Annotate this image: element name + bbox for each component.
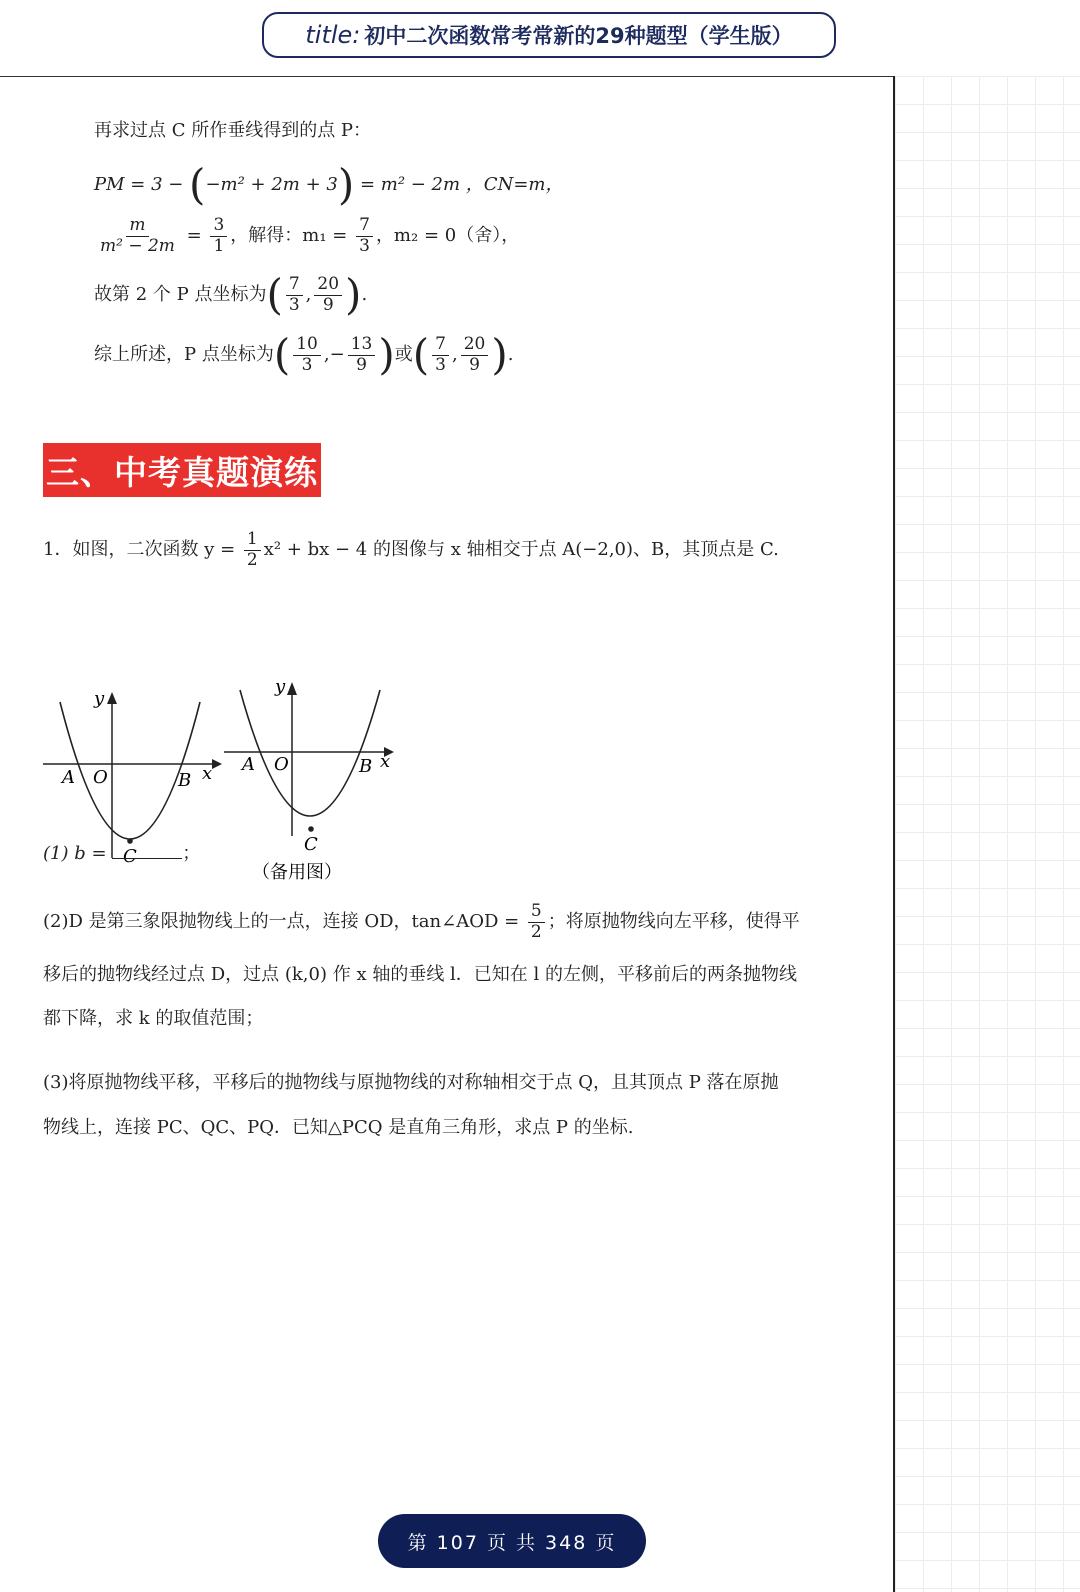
fraction: $\frac{20}{9}$ [314,275,342,315]
label-B-2: B [359,756,373,777]
question-3-line-1: (3)将原抛物线平移，平移后的抛物线与原抛物线的对称轴相交于点 Q，且其顶点 P 落在原抛 [43,1072,779,1093]
label-A-2: A [242,754,255,775]
fraction: $\frac{10}{3}$ [293,335,321,375]
label-O-2: O [274,754,289,775]
fraction: $\frac{20}{9}$ [461,335,489,375]
label-A-1: A [62,767,75,788]
fraction: $\frac{1}{2}$ [244,530,261,570]
parabola-2 [240,690,380,816]
label-x-2: x [380,751,391,772]
solution-line-3: $\frac{m}{\text{m² − 2m}}$ = $\frac{3}{1}$ ，解得：m₁ = $\frac{7}{3}$ ，m₂ = 0（舍）， [94,216,519,256]
fraction: $\frac{7}{3}$ [286,275,303,315]
document-title [262,12,836,58]
title-prefix: title: [305,21,361,49]
fraction: $\frac{m}{\text{m² − 2m}}$ [100,215,175,256]
section-heading: 三、中考真题演练 [43,443,321,497]
label-y-2: y [275,676,286,697]
fraction: $\frac{7}{3}$ [432,335,449,375]
label-y-1: y [94,688,105,709]
label-C-1: C [123,846,137,867]
question-2-line-1: (2)D 是第三象限抛物线上的一点，连接 OD，tan∠AOD = $\frac{5}{2}$ ；将原抛物线向左平移，使得平 [43,901,800,942]
question-2-line-2: 移后的抛物线经过点 D，过点 (k,0) 作 x 轴的垂线 l．已知在 l 的左侧，平移前后的两条抛物线 [43,964,797,985]
solution-line-4: 故第 2 个 P 点坐标为( $\frac{7}{3}$ , $\frac{20}{9}$ ). [94,270,368,319]
fraction: $\frac{3}{1}$ [210,216,227,256]
fraction: $\frac{5}{2}$ [528,902,545,942]
figure-caption: （备用图） [252,862,342,883]
solution-line-5: 综上所述，P 点坐标为( $\frac{10}{3}$ ,− $\frac{13}{9}$ )或( $\frac{7}{3}$ , $\frac{20}{9}$ ). [94,330,514,379]
page-content [0,76,893,1592]
solution-line-1: 再求过点 C 所作垂线得到的点 P： [94,120,372,141]
question-3-line-2: 物线上，连接 PC、QC、PQ．已知△PCQ 是直角三角形，求点 P 的坐标. [43,1117,634,1138]
solution-line-2: PM = 3 − (−m² + 2m + 3) = m² − 2m ，CN=m， [94,160,564,209]
x-arrow-icon [212,759,222,769]
y-arrow-icon [287,682,297,695]
header [0,0,1080,77]
question-1: (1) b = ； [43,843,201,864]
problem-stem: 1．如图，二次函数 y = $\frac{1}{2}$ x² + bx − 4 的图像与 x 轴相交于点 A(−2,0)、B，其顶点是 C. [43,529,779,570]
grid-panel [893,76,1080,1592]
fraction: $\frac{7}{3}$ [356,216,373,256]
label-x-1: x [202,763,213,784]
question-2-line-3: 都下降，求 k 的取值范围； [43,1008,264,1029]
fraction: $\frac{13}{9}$ [348,335,376,375]
label-C-2: C [304,834,318,855]
vertex-point-2 [308,826,314,832]
title-text: 初中二次函数常考常新的29种题型（学生版） [364,24,793,48]
page-indicator: 第 107 页 共 348 页 [378,1514,646,1568]
label-O-1: O [93,767,108,788]
answer-blank [112,842,182,859]
y-arrow-icon [107,692,117,704]
label-B-1: B [178,770,192,791]
